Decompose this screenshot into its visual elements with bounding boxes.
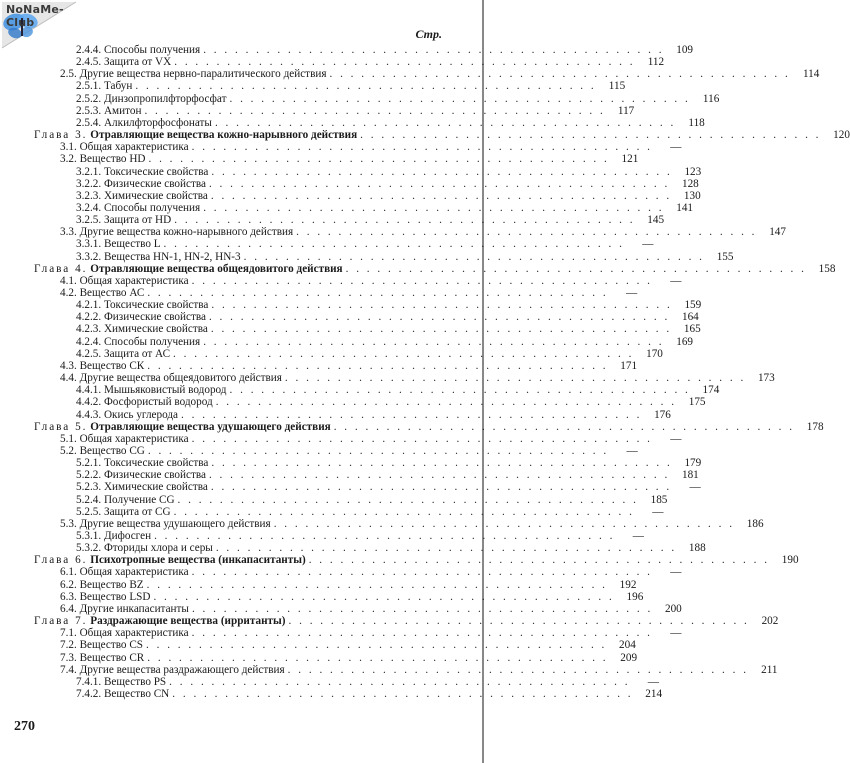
toc-entry-title: 6.3. Вещество LSD (60, 590, 151, 603)
toc-page-number: 169 (676, 335, 694, 348)
toc-entry-title: 4.4. Другие вещества общеядовитого действия (60, 372, 282, 385)
toc-page-number: 204 (619, 639, 636, 652)
toc-entry-row (60, 566, 682, 579)
toc-entry-row (60, 68, 820, 81)
toc-page-number: 128 (681, 177, 699, 190)
toc-entry-title: 7.3. Вещество CR (60, 651, 145, 664)
dot-leader: . . . . . . . . . . . . . . . . . . . . . . . . . . . . . . . . . . . . . . . . . . . . (191, 627, 653, 640)
dot-leader: . . . . . . . . . . . . . . . . . . . . . . . . . . . . . . . . . . . . . . . . . . . . (191, 141, 653, 154)
dot-leader: . . . . . . . . . . . . . . . . . . . . . . . . . . . . . . . . . . . . . . . . . . . . (214, 116, 676, 129)
dot-leader: . . . . . . . . . . . . . . . . . . . . . . . . . . . . . . . . . . . . . . . . . . . . (135, 80, 597, 93)
toc-page-number: — (626, 444, 638, 457)
toc-entry-row (60, 153, 639, 166)
toc-entry-title: 5.2.4. Получение CG (76, 493, 175, 506)
toc-entry-row (60, 359, 638, 372)
toc-page-number: — (670, 432, 682, 445)
toc-entry-title: 3.2.2. Физические свойства (76, 177, 206, 190)
toc-entry-title: 4.1. Общая характеристика (60, 274, 189, 287)
dot-leader: . . . . . . . . . . . . . . . . . . . . . . . . . . . . . . . . . . . . . . . . . . . . (163, 238, 625, 251)
toc-entry-title: 2.4.5. Защита от VX (76, 56, 172, 69)
toc-entry-title: 5.3. Другие вещества удушающего действия (60, 517, 271, 530)
toc-page-number: 178 (806, 420, 824, 433)
toc-entry-title: 7.1. Общая характеристика (60, 627, 189, 640)
chapter-title: Раздражающие вещества (ирританты) (90, 615, 286, 628)
toc-entry-row (76, 469, 699, 482)
toc-page-number: 116 (702, 92, 720, 105)
toc-entry-row (76, 44, 694, 56)
toc-entry-row (76, 189, 701, 202)
toc-entry-title: 4.4.2. Фосфористый водород (76, 396, 213, 409)
toc-entry-row (76, 335, 694, 348)
toc-page-number: 202 (761, 615, 779, 628)
dot-leader: . . . . . . . . . . . . . . . . . . . . . . . . . . . . . . . . . . . . . . . . . . . . (345, 262, 807, 275)
toc-entry-title: 5.3.2. Фториды хлора и серы (76, 542, 213, 555)
toc-entry-title: 6.1. Общая характеристика (60, 566, 189, 579)
toc-entry-title: 4.4.3. Окись углерода (76, 408, 179, 421)
toc-page-number: 181 (681, 469, 699, 482)
toc-entry-row (60, 651, 638, 664)
toc-entry-title (34, 615, 286, 627)
toc-entry-title (34, 554, 306, 566)
toc-entry-row (76, 165, 702, 178)
dot-leader: . . . . . . . . . . . . . . . . . . . . . . . . . . . . . . . . . . . . . . . . . . . . (153, 590, 615, 603)
toc-entry-row (76, 250, 734, 263)
toc-entry-row (76, 396, 706, 409)
dot-leader: . . . . . . . . . . . . . . . . . . . . . . . . . . . . . . . . . . . . . . . . . . . . (191, 566, 653, 579)
dot-leader: . . . . . . . . . . . . . . . . . . . . . . . . . . . . . . . . . . . . . . . . . . . . (147, 651, 609, 664)
toc-page-number: 200 (664, 602, 682, 615)
dot-leader: . . . . . . . . . . . . . . . . . . . . . . . . . . . . . . . . . . . . . . . . . . . . (169, 675, 630, 688)
toc-entry-title: 3.2.1. Токсические свойства (76, 165, 209, 178)
toc-entry-row (76, 457, 702, 470)
toc-entry-title (34, 421, 331, 433)
toc-page-number: — (625, 287, 638, 299)
dot-leader: . . . . . . . . . . . . . . . . . . . . . . . . . . . . . . . . . . . . . . . . . . . . (154, 530, 615, 542)
toc-page-number: — (632, 530, 644, 542)
toc-entry-row (76, 384, 720, 397)
toc-entry-row (76, 408, 671, 421)
dot-leader: . . . . . . . . . . . . . . . . . . . . . . . . . . . . . . . . . . . . . . . . . . . . (296, 226, 757, 239)
toc-entry-title: 7.4. Другие вещества раздражающего действия (60, 663, 285, 676)
toc-entry-row (76, 505, 664, 518)
toc-page-number: 171 (620, 359, 638, 372)
toc-entry-row (60, 432, 682, 445)
toc-page-number: 164 (681, 311, 699, 324)
dot-leader: . . . . . . . . . . . . . . . . . . . . . . . . . . . . . . . . . . . . . . . . . . . . (174, 214, 636, 227)
toc-page-number: 115 (608, 80, 626, 93)
toc-page-number: 211 (761, 663, 778, 676)
toc-chapter-row (34, 420, 824, 433)
toc-entry-row (76, 687, 663, 700)
dot-leader: . . . . . . . . . . . . . . . . . . . . . . . . . . . . . . . . . . . . . . . . . . . . (173, 347, 634, 360)
dot-leader: . . . . . . . . . . . . . . . . . . . . . . . . . . . . . . . . . . . . . . . . . . . . (148, 153, 610, 166)
dot-leader: . . . . . . . . . . . . . . . . . . . . . . . . . . . . . . . . . . . . . . . . . . . . (229, 92, 691, 105)
dot-leader: . . . . . . . . . . . . . . . . . . . . . . . . . . . . . . . . . . . . . . . . . . . . (147, 359, 609, 372)
toc-entry-title (34, 129, 357, 141)
toc-entry-row (76, 675, 659, 688)
toc-entry-row (76, 481, 701, 494)
dot-leader: . . . . . . . . . . . . . . . . . . . . . . . . . . . . . . . . . . . . . . . . . . . . (329, 68, 791, 81)
toc-entry-title: 4.2.3. Химические свойства (76, 323, 208, 336)
toc-page-number: 159 (684, 299, 702, 312)
toc-entry-title: 2.5.3. Амитон (76, 104, 142, 117)
toc-page-number: 120 (833, 129, 850, 142)
toc-entry-title: 2.4.4. Способы получения (76, 44, 201, 56)
toc-entry-title: 5.2.1. Токсические свойства (76, 457, 209, 470)
dot-leader: . . . . . . . . . . . . . . . . . . . . . . . . . . . . . . . . . . . . . . . . . . . . (333, 420, 795, 433)
toc-entry-title: 5.2. Вещество CG (60, 444, 145, 457)
toc-entry-title: 7.4.2. Вещество CN (76, 687, 170, 700)
toc-page-number: 175 (688, 396, 706, 409)
toc-entry-row (76, 201, 694, 214)
toc-entry-title: 7.4.1. Вещество PS (76, 675, 167, 688)
chapter-label: Глава 4. (34, 262, 88, 275)
dot-leader: . . . . . . . . . . . . . . . . . . . . . . . . . . . . . . . . . . . . . . . . . . . . (308, 554, 770, 567)
toc-entry-title: 3.3.1. Вещество L (76, 238, 161, 251)
toc-entry-title: 4.2.1. Токсические свойства (76, 299, 209, 312)
toc-page-number: 123 (684, 165, 702, 178)
dot-leader: . . . . . . . . . . . . . . . . . . . . . . . . . . . . . . . . . . . . . . . . . . . . (173, 505, 635, 518)
dot-leader: . . . . . . . . . . . . . . . . . . . . . . . . . . . . . . . . . . . . . . . . . . . . (203, 201, 665, 214)
chapter-label: Глава 3. (34, 129, 88, 142)
toc-entry-row (60, 141, 682, 154)
dot-leader: . . . . . . . . . . . . . . . . . . . . . . . . . . . . . . . . . . . . . . . . . . . . (211, 457, 673, 470)
toc-chapter-row (34, 554, 799, 567)
dot-leader: . . . . . . . . . . . . . . . . . . . . . . . . . . . . . . . . . . . . . . . . . . . . (203, 44, 665, 56)
toc-entry-row (76, 238, 654, 251)
column-header: Стр. (415, 27, 442, 41)
watermark-text: NoNaMe-Club (6, 3, 64, 29)
toc-entry-row (76, 493, 668, 506)
chapter-title: Отравляющие вещества удушающего действия (90, 420, 331, 433)
dot-leader: . . . . . . . . . . . . . . . . . . . . . . . . . . . . . . . . . . . . . . . . . . . . (211, 165, 673, 178)
toc-entry-row (76, 56, 665, 69)
toc-entry-row (76, 92, 720, 105)
toc-page-number: 141 (676, 201, 694, 214)
dot-leader: . . . . . . . . . . . . . . . . . . . . . . . . . . . . . . . . . . . . . . . . . . . . (208, 311, 670, 324)
toc-entry-row (60, 639, 636, 652)
toc-page-number: 117 (617, 104, 635, 117)
dot-leader: . . . . . . . . . . . . . . . . . . . . . . . . . . . . . . . . . . . . . . . . . . . . (284, 372, 746, 385)
dot-leader: . . . . . . . . . . . . . . . . . . . . . . . . . . . . . . . . . . . . . . . . . . . . (211, 299, 673, 312)
toc-entry-title: 2.5.2. Динзопропилфторфосфат (76, 92, 227, 105)
toc-entry-title: 7.2. Вещество CS (60, 639, 143, 652)
toc-chapter-row (34, 262, 836, 275)
toc-entry-row (60, 578, 637, 591)
chapter-title: Отравляющие вещества общеядовитого действия (90, 262, 343, 275)
toc-page-number: 145 (647, 214, 665, 227)
toc-chapter-row (34, 615, 779, 628)
toc-page-number: — (670, 627, 682, 640)
toc-entry-title: 5.2.5. Защита от CG (76, 505, 171, 518)
toc-entry-title: 2.5.4. Алкилфторфосфонаты (76, 116, 212, 129)
dot-leader: . . . . . . . . . . . . . . . . . . . . . . . . . . . . . . . . . . . . . . . . . . . . (229, 384, 691, 397)
toc-entry-title: 2.5. Другие вещества нервно-паралитического действия (60, 68, 327, 81)
toc-entry-row (60, 627, 682, 640)
toc-page-number: 190 (781, 554, 799, 567)
toc-entry-title: 3.2.3. Химические свойства (76, 189, 208, 202)
toc-entry-row (76, 214, 665, 227)
dot-leader: . . . . . . . . . . . . . . . . . . . . . . . . . . . . . . . . . . . . . . . . . . . . (210, 323, 672, 336)
toc-entry-title: 5.1. Общая характеристика (60, 432, 189, 445)
dot-leader: . . . . . . . . . . . . . . . . . . . . . . . . . . . . . . . . . . . . . . . . . . . . (208, 177, 670, 190)
toc-page-number: 192 (619, 578, 637, 591)
dot-leader: . . . . . . . . . . . . . . . . . . . . . . . . . . . . . . . . . . . . . . . . . . . . (215, 542, 677, 555)
dot-leader: . . . . . . . . . . . . . . . . . . . . . . . . . . . . . . . . . . . . . . . . . . . . (208, 469, 670, 482)
toc-page-number: — (689, 481, 701, 494)
dot-leader: . . . . . . . . . . . . . . . . . . . . . . . . . . . . . . . . . . . . . . . . . . . . (210, 189, 672, 202)
toc-entry-row (60, 287, 638, 299)
dot-leader: . . . . . . . . . . . . . . . . . . . . . . . . . . . . . . . . . . . . . . . . . . . . (288, 615, 750, 628)
toc-entry-title: 4.4.1. Мышьяковистый водород (76, 384, 227, 397)
toc-entry-row (76, 80, 626, 93)
dot-leader: . . . . . . . . . . . . . . . . . . . . . . . . . . . . . . . . . . . . . . . . . . . . (191, 602, 653, 615)
dot-leader: . . . . . . . . . . . . . . . . . . . . . . . . . . . . . . . . . . . . . . . . . . . . (243, 250, 705, 263)
dot-leader: . . . . . . . . . . . . . . . . . . . . . . . . . . . . . . . . . . . . . . . . . . . . (210, 481, 672, 494)
toc-entry-title: 3.3.2. Вещества HN-1, HN-2, HN-3 (76, 250, 241, 263)
chapter-title: Психотропные вещества (инкапаситанты) (90, 554, 306, 567)
toc-entry-title: 5.2.2. Физические свойства (76, 469, 206, 482)
toc-page-number: 118 (688, 116, 705, 129)
dot-leader: . . . . . . . . . . . . . . . . . . . . . . . . . . . . . . . . . . . . . . . . . . . . (144, 104, 606, 117)
toc-page-number: — (642, 238, 654, 251)
toc-entry-row (76, 104, 635, 117)
toc-entry-row (76, 116, 705, 129)
dot-leader: . . . . . . . . . . . . . . . . . . . . . . . . . . . . . . . . . . . . . . . . . . . . (191, 432, 653, 445)
toc-chapter-row (34, 129, 850, 142)
toc-page-number: 147 (769, 226, 786, 239)
dot-leader: . . . . . . . . . . . . . . . . . . . . . . . . . . . . . . . . . . . . . . . . . . . . (177, 493, 639, 506)
toc-page-number: 185 (650, 493, 668, 506)
toc-page-number: 121 (621, 153, 639, 166)
toc-page-number: 114 (802, 68, 820, 81)
toc-page-number: 112 (647, 56, 665, 69)
toc-entry-title: 4.3. Вещество СК (60, 359, 145, 372)
toc-page-number: — (670, 141, 682, 154)
toc-entry-row (60, 444, 638, 457)
toc-page-number: — (670, 274, 682, 287)
toc-page-number: 176 (654, 408, 671, 421)
toc-entry-row (76, 347, 663, 360)
toc-entry-row (60, 226, 786, 239)
toc-page-number: 174 (702, 384, 720, 397)
toc-page-number: 173 (757, 372, 775, 385)
toc-entry-title: 2.5.1. Табун (76, 80, 133, 93)
toc-entry-row (60, 602, 682, 615)
dot-leader: . . . . . . . . . . . . . . . . . . . . . . . . . . . . . . . . . . . . . . . . . . . . (146, 639, 607, 652)
toc-page-number: 196 (626, 590, 644, 603)
toc-entry-title (34, 263, 343, 275)
dot-leader: . . . . . . . . . . . . . . . . . . . . . . . . . . . . . . . . . . . . . . . . . . . . (172, 687, 634, 700)
chapter-label: Глава 7. (34, 615, 88, 628)
dot-leader: . . . . . . . . . . . . . . . . . . . . . . . . . . . . . . . . . . . . . . . . . . . . (360, 129, 821, 142)
toc-entry-row (76, 542, 706, 555)
toc-page-number: 214 (645, 687, 663, 700)
dot-leader: . . . . . . . . . . . . . . . . . . . . . . . . . . . . . . . . . . . . . . . . . . . . (203, 335, 665, 348)
dot-leader: . . . . . . . . . . . . . . . . . . . . . . . . . . . . . . . . . . . . . . . . . . . . (174, 56, 636, 69)
toc-entry-row (76, 299, 702, 312)
toc-page-number: 165 (683, 323, 701, 336)
toc-entry-row (60, 590, 644, 603)
toc-page-number: 130 (683, 189, 701, 202)
watermark (2, 2, 80, 42)
toc-entry-row (76, 311, 699, 324)
toc-entry-title: 3.2.4. Способы получения (76, 201, 201, 214)
dot-leader: . . . . . . . . . . . . . . . . . . . . . . . . . . . . . . . . . . . . . . . . . . . . (191, 274, 653, 287)
toc-entry-title: 3.2.5. Защита от HD (76, 214, 172, 227)
toc-entry-row (76, 177, 699, 190)
chapter-label: Глава 5. (34, 420, 88, 433)
toc-entry-row (76, 323, 701, 336)
toc-entry-title: 4.2.4. Способы получения (76, 335, 201, 348)
toc-page-number: — (652, 505, 664, 518)
toc-entry-title: 3.2. Вещество HD (60, 153, 146, 166)
toc-page-number: 109 (676, 44, 694, 56)
dot-leader: . . . . . . . . . . . . . . . . . . . . . . . . . . . . . . . . . . . . . . . . . . . . (146, 578, 608, 591)
chapter-label: Глава 6. (34, 554, 88, 567)
dot-leader: . . . . . . . . . . . . . . . . . . . . . . . . . . . . . . . . . . . . . . . . . . . . (181, 408, 642, 421)
toc-entry-title: 6.4. Другие инкапаситанты (60, 602, 189, 615)
toc-entry-row (60, 274, 682, 287)
dot-leader: . . . . . . . . . . . . . . . . . . . . . . . . . . . . . . . . . . . . . . . . . . . . (147, 444, 609, 457)
toc-page-number: 158 (818, 262, 836, 275)
toc-entry-title: 4.2. Вещество АС (60, 287, 145, 299)
toc-page-number: 209 (620, 651, 638, 664)
toc-entry-title: 4.2.5. Защита от АС (76, 347, 171, 360)
toc-page-number: 188 (688, 542, 706, 555)
toc-page-number: — (647, 675, 659, 688)
toc-entry-title: 5.3.1. Дифосген (76, 530, 152, 542)
dot-leader: . . . . . . . . . . . . . . . . . . . . . . . . . . . . . . . . . . . . . . . . . . . . (287, 663, 749, 676)
toc-entry-title: 6.2. Вещество BZ (60, 578, 144, 591)
page-number: 270 (14, 719, 35, 734)
toc-page-number: 179 (684, 457, 702, 470)
chapter-title: Отравляющие вещества кожно-нарывного действия (90, 129, 358, 142)
toc-page-number: 170 (646, 347, 663, 360)
toc-page-number: 186 (746, 517, 764, 530)
toc-entry-title: 3.1. Общая характеристика (60, 141, 189, 154)
dot-leader: . . . . . . . . . . . . . . . . . . . . . . . . . . . . . . . . . . . . . . . . . . . . (273, 517, 735, 530)
toc-page-number: — (670, 566, 682, 579)
toc-entry-title: 4.2.2. Физические свойства (76, 311, 206, 324)
toc-entry-row (60, 663, 778, 676)
toc-entry-row (76, 530, 644, 542)
toc-entry-title: 5.2.3. Химические свойства (76, 481, 208, 494)
toc-entry-row (60, 372, 775, 385)
dot-leader: . . . . . . . . . . . . . . . . . . . . . . . . . . . . . . . . . . . . . . . . . . . . (215, 396, 677, 409)
dot-leader: . . . . . . . . . . . . . . . . . . . . . . . . . . . . . . . . . . . . . . . . . . . . (147, 287, 609, 299)
toc-entry-row (60, 517, 764, 530)
toc-entry-title: 3.3. Другие вещества кожно-нарывного действия (60, 226, 294, 239)
toc-page-number: 155 (716, 250, 734, 263)
